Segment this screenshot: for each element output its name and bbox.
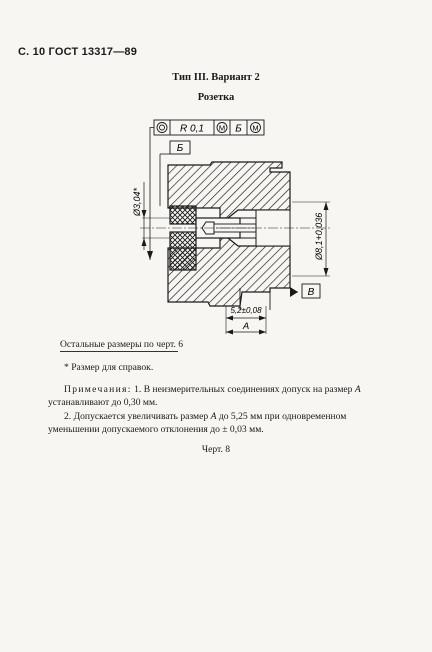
- svg-text:M: M: [252, 123, 259, 133]
- dim-left-diameter: [132, 182, 170, 250]
- note-2-line-2: уменьшении допускаемого отклонения до ± 0,03 мм.: [48, 424, 264, 435]
- note-2-line-1: 2. Допускается увеличивать размер А до 5,25 мм при одновременном: [64, 411, 347, 422]
- svg-text:В: В: [307, 287, 315, 298]
- dim-bottom-length: [226, 306, 266, 335]
- footnote-rule: [60, 351, 178, 352]
- geometric-tolerance-frame: [154, 120, 264, 135]
- concentricity-symbol-icon: [157, 123, 167, 133]
- socket-section: [168, 162, 290, 310]
- notes-label: Примечания:: [64, 384, 132, 395]
- dim-right-diameter: [292, 202, 330, 276]
- page-header: С. 10 ГОСТ 13317—89: [18, 46, 138, 58]
- svg-text:5,2±0,08: 5,2±0,08: [230, 306, 262, 315]
- tolerance-value: R 0,1: [180, 123, 204, 135]
- note-1-line-1: Примечания: 1. В неизмерительных соединениях допуск на размер А: [64, 384, 361, 395]
- footnote: * Размер для справок.: [64, 362, 154, 373]
- dim-a-label: А: [242, 321, 250, 332]
- technical-drawing: [130, 110, 340, 350]
- datum-b-box: [170, 141, 190, 154]
- type-title: Тип III. Вариант 2: [172, 72, 260, 83]
- svg-text:Б: Б: [176, 143, 184, 154]
- note-1-line-2: устанавливают до 0,30 мм.: [48, 397, 158, 408]
- other-dimensions-note: Остальные размеры по черт. 6: [60, 339, 184, 350]
- svg-text:Ø8,1+0,036: Ø8,1+0,036: [314, 212, 324, 260]
- part-name: Розетка: [197, 92, 235, 103]
- tolerance-datum: Б: [235, 123, 242, 135]
- svg-text:M: M: [218, 123, 226, 133]
- svg-text:Ø3,04*: Ø3,04*: [132, 187, 142, 216]
- datum-v-box: [290, 284, 320, 298]
- figure-caption: Черт. 8: [201, 444, 231, 455]
